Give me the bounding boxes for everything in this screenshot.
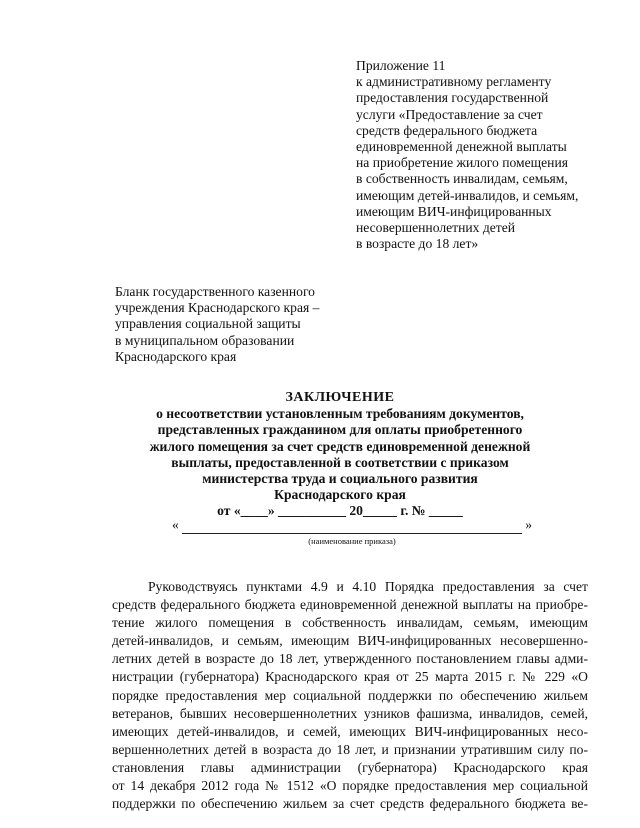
- title-main: ЗАКЛЮЧЕНИЕ: [285, 390, 395, 405]
- body-line: Руководствуясь пунктами 4.9 и 4.10 Порядка предоставления за счет: [148, 579, 588, 594]
- title-line: жилого помещения за счет средств единовременной денежной: [149, 438, 531, 454]
- body-line: поддержки по обеспечению жильем за счет средств федерального бюджета ве-: [112, 796, 588, 812]
- appendix-line: в возрасте до 18 лет»: [356, 236, 479, 252]
- body-line: летних детей в возрасте до 18 лет, утвержденного постановлением главы адми-: [112, 651, 588, 667]
- letterhead-line: в муниципальном образовании: [115, 332, 295, 348]
- body-line: вершеннолетних детей в возраста до 18 лет, и признании утратившим силу по-: [112, 741, 588, 757]
- appendix-line: Приложение 11: [356, 58, 446, 73]
- quote-open: «: [172, 517, 179, 532]
- appendix-line: на приобретение жилого помещения: [356, 155, 568, 171]
- title-line: выплаты, предоставленной в соответствии с приказом: [171, 454, 509, 470]
- appendix-line: к административному регламенту: [356, 74, 552, 90]
- body-line: детей-инвалидов, и семьям, имеющим ВИЧ-инфицированных несовершенно-: [112, 633, 588, 649]
- date-number-field: от «____» __________ 20_____ г. № _____: [217, 503, 463, 518]
- appendix-line: предоставления государственной: [356, 90, 549, 106]
- body-line: нистрации (губернатора) Краснодарского края от 25 марта 2015 г. № 229 «О: [112, 669, 588, 685]
- appendix-line: услуги «Предоставление за счет: [356, 106, 543, 122]
- title-line: о несоответствии установленным требованиям документов,: [156, 406, 524, 422]
- body-line: ветеранов, бывших несовершеннолетних узников фашизма, инвалидов, семей,: [112, 705, 588, 721]
- letterhead-line: Бланк государственного казенного: [115, 284, 315, 299]
- quote-close: »: [525, 517, 532, 532]
- body-line: имеющих детей-инвалидов, и семей, имеющих ВИЧ-инфицированных несо-: [112, 723, 588, 739]
- appendix-line: в собственность инвалидам, семьям,: [356, 171, 568, 187]
- letterhead-line: управления социальной защиты: [115, 316, 301, 332]
- order-caption: (наименование приказа): [308, 536, 396, 546]
- letterhead-block: [115, 284, 415, 365]
- appendix-header: [356, 58, 626, 252]
- appendix-line: несовершеннолетних детей: [356, 220, 516, 236]
- appendix-line: средств федерального бюджета: [356, 122, 538, 138]
- body-line: становления главы администрации (губернатора) Краснодарского края: [112, 759, 588, 775]
- blank-underline: [182, 533, 522, 534]
- body-line: порядке предоставления мер социальной поддержки по обеспечению жильем: [112, 687, 588, 703]
- appendix-line: имеющим детей-инвалидов, и семьям,: [356, 187, 579, 203]
- body-paragraph: [112, 578, 588, 813]
- title-line: представленных гражданином для оплаты приобретенного: [157, 422, 523, 438]
- document-title: [120, 390, 560, 503]
- letterhead-line: учреждения Краснодарского края –: [115, 300, 320, 316]
- body-line: от 14 декабря 2012 года № 1512 «О порядке предоставления мер социальной: [112, 778, 588, 794]
- letterhead-line: Краснодарского края: [115, 348, 237, 364]
- title-line: Краснодарского края: [274, 487, 406, 503]
- appendix-line: имеющим ВИЧ-инфицированных: [356, 203, 552, 219]
- title-line: министерства труда и социального развития: [202, 471, 478, 487]
- body-line: тение жилого помещения в собственность инвалидам, семьям, имеющим: [112, 615, 588, 631]
- appendix-line: единовременной денежной выплаты: [356, 139, 567, 155]
- body-line: средств федерального бюджета единовременной денежной выплаты на приобре-: [112, 597, 588, 613]
